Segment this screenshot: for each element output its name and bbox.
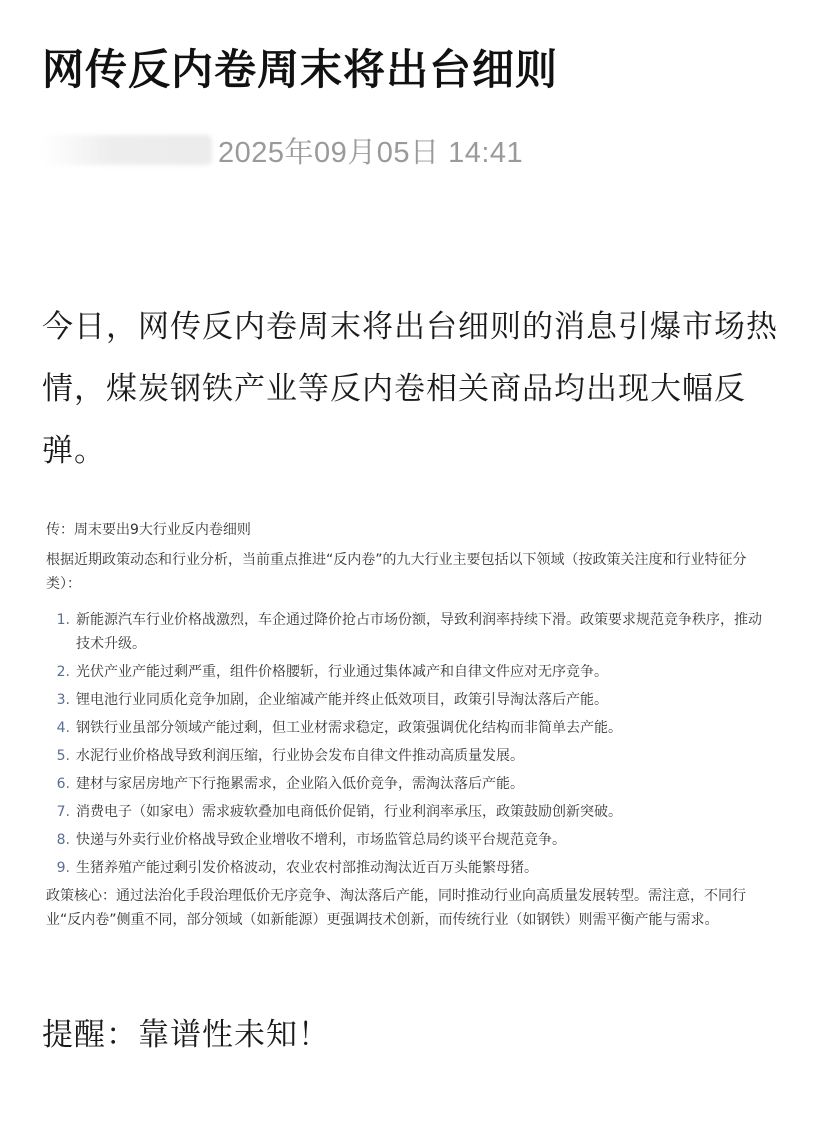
list-item bbox=[42, 716, 764, 740]
list-number: 2. bbox=[56, 664, 70, 680]
image-footer: 政策核心：通过法治化手段治理低价无序竞争、淘汰落后产能，同时推动行业向高质量发展转型。需注意，不同行业“反内卷”侧重不同，部分领域（如新能源）更强调技术创新，而传统行业（如钢铁）则需平衡产能与需求。 bbox=[46, 888, 746, 928]
article-meta bbox=[42, 128, 523, 172]
industry-list bbox=[42, 608, 764, 884]
list-text: 新能源汽车行业价格战激烈，车企通过降价抢占市场份额，导致利润率持续下滑。政策要求规范竞争秩序，推动技术升级。 bbox=[76, 612, 762, 652]
list-number: 9. bbox=[56, 860, 70, 876]
list-text: 建材与家居房地产下行拖累需求，企业陷入低价竞争，需淘汰落后产能。 bbox=[76, 776, 524, 792]
list-text: 生猪养殖产能过剩引发价格波动，农业农村部推动淘汰近百万头能繁母猪。 bbox=[76, 860, 538, 876]
list-number: 1. bbox=[56, 612, 70, 628]
list-item bbox=[42, 688, 764, 712]
list-text: 水泥行业价格战导致利润压缩，行业协会发布自律文件推动高质量发展。 bbox=[76, 748, 524, 764]
source-name-obscured bbox=[42, 135, 212, 165]
list-number: 8. bbox=[56, 832, 70, 848]
list-number: 6. bbox=[56, 776, 70, 792]
embedded-screenshot-image bbox=[42, 512, 774, 964]
list-item bbox=[42, 856, 764, 880]
list-text: 锂电池行业同质化竞争加剧，企业缩减产能并终止低效项目，政策引导淘汰落后产能。 bbox=[76, 692, 608, 708]
article-title: 网传反内卷周末将出台细则 bbox=[42, 45, 559, 94]
list-text: 快递与外卖行业价格战导致企业增收不增利，市场监管总局约谈平台规范竞争。 bbox=[76, 832, 566, 848]
list-number: 3. bbox=[56, 692, 70, 708]
image-intro: 根据近期政策动态和行业分析，当前重点推进“反内卷”的九大行业主要包括以下领域（按政策关注度和行业特征分类）： bbox=[46, 552, 747, 592]
list-text: 光伏产业产能过剩严重，组件价格腰斩，行业通过集体减产和自律文件应对无序竞争。 bbox=[76, 664, 608, 680]
list-item bbox=[42, 608, 764, 656]
list-number: 5. bbox=[56, 748, 70, 764]
publish-date: 2025年09月05日 14:41 bbox=[218, 136, 524, 169]
article-lead-paragraph: 今日，网传反内卷周末将出台细则的消息引爆市场热情，煤炭钢铁产业等反内卷相关商品均出现大幅反弹。 bbox=[42, 309, 778, 469]
list-item bbox=[42, 828, 764, 852]
list-text: 钢铁行业虽部分领域产能过剩，但工业材需求稳定，政策强调优化结构而非简单去产能。 bbox=[76, 720, 622, 736]
list-item bbox=[42, 744, 764, 768]
list-item bbox=[42, 772, 764, 796]
list-text: 消费电子（如家电）需求疲软叠加电商低价促销，行业利润率承压，政策鼓励创新突破。 bbox=[76, 804, 622, 820]
list-item bbox=[42, 660, 764, 684]
list-item bbox=[42, 800, 764, 824]
list-number: 7. bbox=[56, 804, 70, 820]
list-number: 4. bbox=[56, 720, 70, 736]
image-heading: 传：周末要出9大行业反内卷细则 bbox=[46, 522, 251, 538]
reminder-note: 提醒：靠谱性未知！ bbox=[42, 1017, 330, 1053]
